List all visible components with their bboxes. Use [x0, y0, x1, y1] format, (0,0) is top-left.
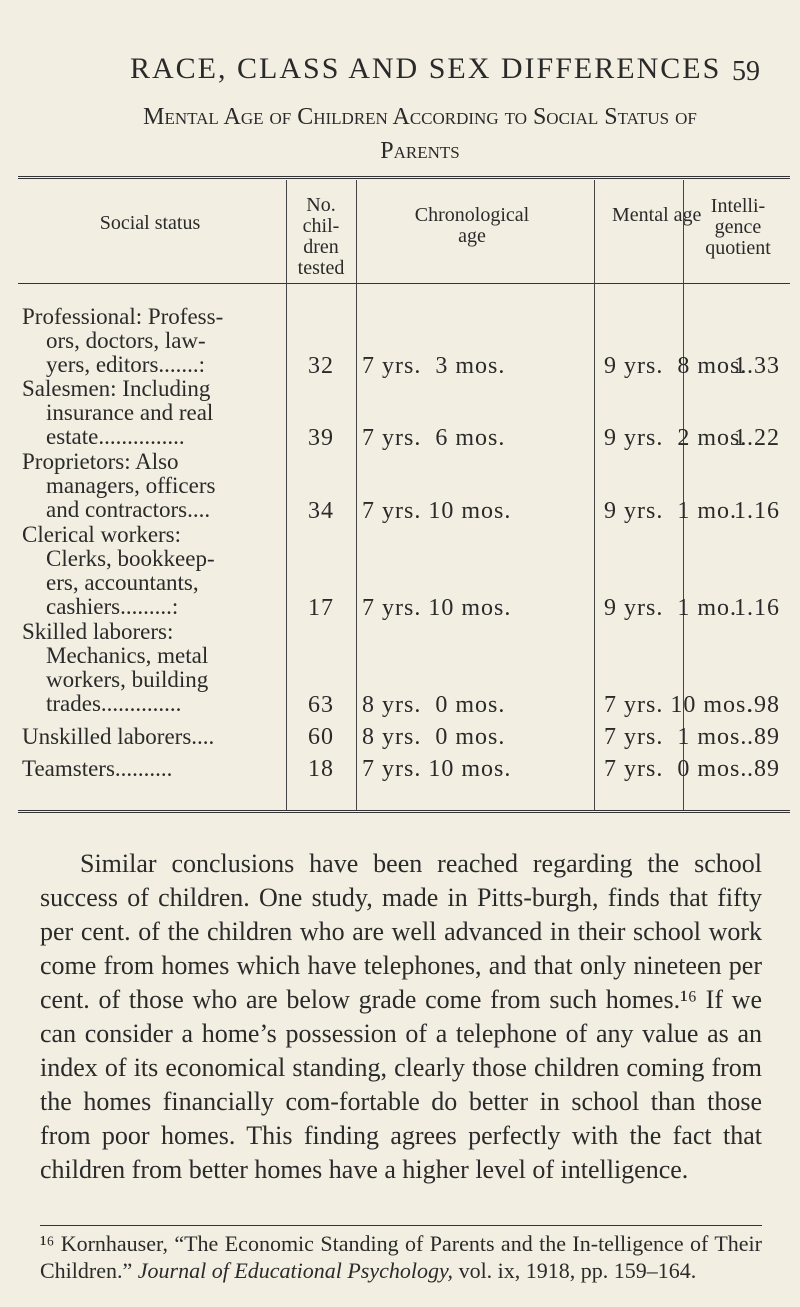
row-social-status	[22, 620, 285, 716]
row-chronological-age: 8 yrs. 0 mos.	[362, 724, 506, 750]
row-mental-age: 9 yrs. 1 mo.	[604, 498, 737, 524]
table-header-rule	[18, 283, 790, 284]
row-mental-age: 9 yrs. 8 mos.	[604, 353, 748, 379]
header-iq-line: Intelli-	[710, 195, 766, 217]
header-number-tested-line: tested	[297, 257, 345, 279]
row-social-status	[22, 757, 285, 781]
status-line: insurance and real	[46, 400, 214, 425]
row-intelligence-quotient: 1.33	[734, 353, 780, 379]
row-social-status	[22, 450, 285, 522]
header-number-tested-line: No.	[306, 194, 336, 216]
header-chronological-age	[362, 205, 582, 247]
row-intelligence-quotient: .89	[747, 724, 780, 750]
header-intelligence-quotient	[683, 196, 793, 259]
table-title-line-1: Mental Age of Children According to Social Status of	[143, 104, 697, 130]
row-mental-age: 9 yrs. 1 mo.	[604, 595, 737, 621]
header-number-tested-line: dren	[303, 236, 339, 258]
row-chronological-age: 7 yrs. 10 mos.	[362, 498, 512, 524]
row-social-status	[22, 377, 285, 449]
footnote	[40, 1230, 762, 1284]
row-number-tested: 63	[308, 692, 334, 718]
status-line: Clerks, bookkeep-	[46, 546, 215, 571]
header-number-tested-line: chil-	[302, 215, 340, 237]
status-line: Skilled laborers:	[22, 619, 174, 644]
header-chronological-age-line: Chronological	[414, 204, 530, 226]
running-head: RACE, CLASS AND SEX DIFFERENCES	[130, 52, 722, 85]
row-social-status	[22, 523, 285, 619]
status-line: ers, accountants,	[46, 570, 199, 595]
row-number-tested: 18	[308, 756, 334, 782]
status-line: workers, building	[46, 667, 209, 692]
table-title-line-2: Parents	[380, 138, 460, 164]
status-line: Mechanics, metal	[46, 643, 209, 668]
status-line: Proprietors: Also	[22, 449, 179, 474]
paragraph-text: Similar conclusions have been reached regarding the school success of children. One study, made in Pitts-burgh, finds that fifty per cent. of the children who are well advanced in their school work come from homes which have telephones, and that only nineteen per cent. of those who are below grade come from such homes.¹⁶ If we can consider a home’s possession of a telephone of any value as an index of its economical standing, clearly those children coming from the homes financially com-fortable do better in school than those from poor homes. This finding agrees perfectly with the fact that children from better homes have a higher level of intelligence.	[40, 849, 762, 1184]
header-social-status: Social status	[99, 212, 201, 234]
row-intelligence-quotient: 1.16	[734, 498, 780, 524]
row-mental-age: 9 yrs. 2 mos.	[604, 425, 748, 451]
row-social-status	[22, 725, 285, 749]
status-line: Teamsters..........	[22, 756, 173, 781]
status-line: Unskilled laborers....	[22, 724, 215, 749]
status-line: trades..............	[46, 691, 182, 716]
row-mental-age: 7 yrs. 1 mos.	[604, 724, 748, 750]
row-chronological-age: 7 yrs. 3 mos.	[362, 353, 506, 379]
row-mental-age: 7 yrs. 0 mos.	[604, 756, 748, 782]
row-chronological-age: 7 yrs. 10 mos.	[362, 595, 512, 621]
header-iq-line: quotient	[705, 237, 771, 259]
column-divider	[356, 180, 357, 810]
page-number: 59	[732, 56, 760, 87]
column-divider	[286, 180, 287, 810]
header-number-tested	[286, 195, 356, 279]
row-chronological-age: 8 yrs. 0 mos.	[362, 692, 506, 718]
status-line: ors, doctors, law-	[46, 328, 206, 353]
status-line: estate...............	[46, 424, 185, 449]
footnote-journal: Journal of Educational Psychology,	[137, 1258, 454, 1283]
row-intelligence-quotient: .89	[747, 756, 780, 782]
row-number-tested: 60	[308, 724, 334, 750]
header-chronological-age-line: age	[458, 225, 486, 247]
row-number-tested: 32	[308, 353, 334, 379]
table-bottom-rule	[18, 810, 790, 813]
row-intelligence-quotient: 1.22	[734, 425, 780, 451]
row-number-tested: 34	[308, 498, 334, 524]
row-number-tested: 39	[308, 425, 334, 451]
footnote-marker: ¹⁶	[40, 1231, 55, 1256]
footnote-rule	[40, 1225, 762, 1226]
status-line: managers, officers	[46, 473, 216, 498]
column-divider	[594, 180, 595, 810]
status-line: and contractors....	[46, 497, 211, 522]
row-social-status	[22, 305, 285, 377]
row-chronological-age: 7 yrs. 6 mos.	[362, 425, 506, 451]
row-chronological-age: 7 yrs. 10 mos.	[362, 756, 512, 782]
status-line: cashiers.........:	[46, 594, 179, 619]
header-iq-line: gence	[714, 216, 762, 238]
header-mental-age: Mental age	[612, 204, 702, 226]
body-paragraph	[40, 847, 762, 1187]
table-title	[60, 100, 780, 168]
table-top-rule	[18, 176, 790, 179]
row-mental-age: 7 yrs. 10 mos.	[604, 692, 754, 718]
row-number-tested: 17	[308, 595, 334, 621]
status-line: Professional: Profess-	[22, 304, 224, 329]
status-line: Clerical workers:	[22, 522, 182, 547]
row-intelligence-quotient: .98	[747, 692, 780, 718]
status-line: Salesmen: Including	[22, 376, 211, 401]
footnote-text: Kornhauser, “The Economic Standing of Parents and the In-telligence of Their Children.”	[40, 1231, 762, 1283]
footnote-citation: vol. ix, 1918, pp. 159–164.	[458, 1258, 697, 1283]
row-intelligence-quotient: 1.16	[734, 595, 780, 621]
status-line: yers, editors.......:	[46, 352, 206, 377]
